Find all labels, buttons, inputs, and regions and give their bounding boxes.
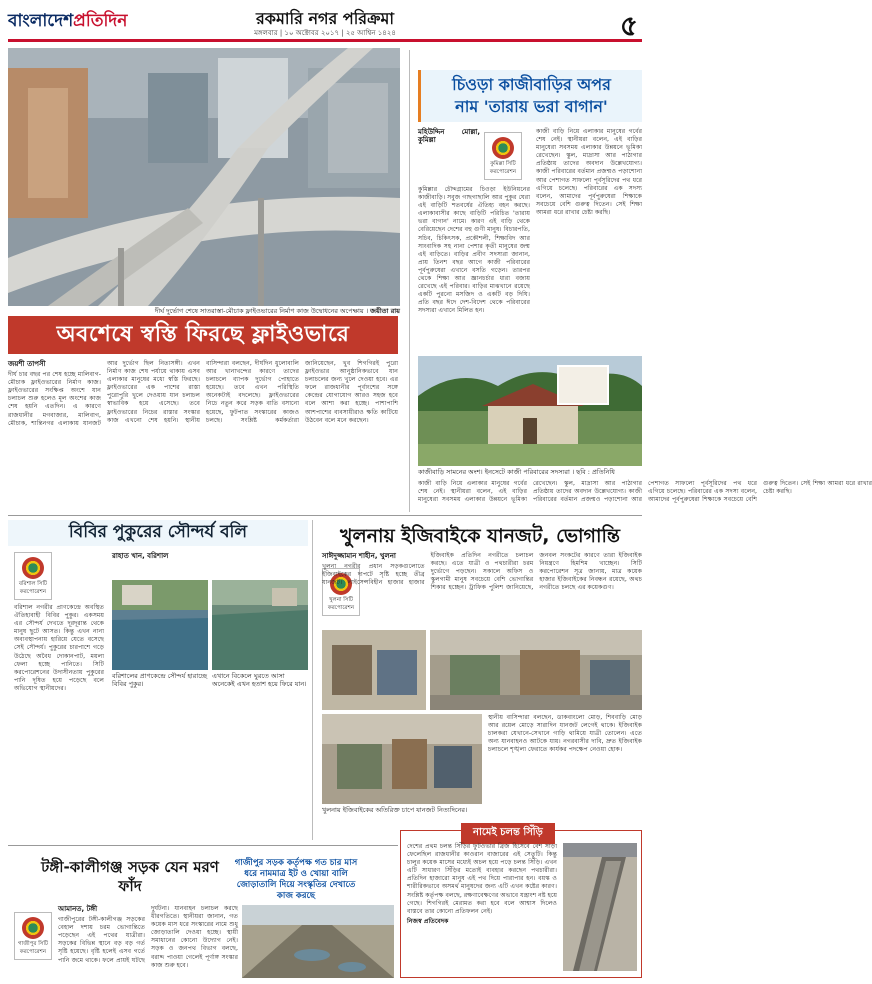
flyover-photo [8,48,400,306]
flyover-photo-credit: জয়ীতা রায় [370,307,400,315]
khulna-byline: সাঈদুজ্জামান শাহীন, খুলনা [322,552,396,560]
kazibari-headline-box[interactable] [418,70,642,122]
bibi-photo-left [112,580,208,670]
stairs-body: দেশের প্রথম চলন্ত সিঁড়ির ফুটওভার ব্রিজ হিসেবে বেশ সাড়া ফেলেছিল রাজধানীর কাওরান বাজারের এই সেতুটি। কিন্তু চালুর কয়েক মাসের মধ্যেই অচল হয়ে পড়ে চলন্ত সিঁড়ি। এখন এটি সাধারণ সিঁড়ির মতোই ব্যবহার করছেন পথচারীরা। প্রতিদিন হাজারো মানুষ এই পথ দিয়ে পারাপার হন। বয়স্ক ও শারীরিকভাবে অসমর্থ মানুষদের জন্য এটি এখন কষ্টের কারণ। সংশ্লিষ্ট কর্তৃপক্ষ বলছে, রক্ষণাবেক্ষণের অভাবে যন্ত্রাংশ নষ্ট হয়ে গেছে। শিগগিরই মেরামত করা হবে বলে আশ্বাস দিলেও বাস্তবে তার কোনো প্রতিফলন নেই। [407,843,557,915]
tongi-road-photo [242,905,394,978]
kazibari-photo-caption: কাজীবাড়ি সামনের অংশ। ইনসেটে কাজী পরিবারের সদস্যরা । ছবি : প্রতিনিধি [418,468,615,476]
column-divider-2 [312,520,313,840]
kazibari-article-mid [418,186,530,352]
brand-part-2: প্রতিদিন [73,11,128,31]
khulna-emblem-label: খুলনা সিটি করপোরেশন [327,597,355,611]
tongi-headline[interactable]: টঙ্গী-কালীগঞ্জ সড়ক যেন মরণ ফাঁদ [41,858,219,895]
bibi-photo-right [212,580,308,670]
flyover-byline: জয়শী তাপসী [8,360,46,368]
kazibari-article-right [536,128,642,352]
flyover-caption-text: দীর্ঘ দুর্ভোগ শেষে সাতরাস্তা-মৌচাক ফ্লাইওভারের নির্মাণ কাজ উদ্বোধনের অপেক্ষায় । [154,307,369,315]
section-divider [8,515,642,516]
stairs-sidebox [400,827,642,978]
flyover-caption [120,307,400,315]
section-divider-2 [8,845,398,846]
khulna-body-2: স্থানীয় বাসিন্দারা বলছেন, ডাকবাংলো মোড়, শিববাড়ি মোড় আর রয়েল মোড়ে সারাদিন যানজট লেগেই থাকে। ইজিবাইক চালকরা যেখানে-সেখানে গাড়ি থামিয়ে যাত্রী তোলেন। এতে অন্য যানবাহনও আটকে যায়। নগরবাসীর দাবি, দ্রুত ইজিবাইক চলাচলে শৃঙ্খলা ফেরাতে কার্যকর পদক্ষেপ নেওয়া হোক। [488,714,642,754]
kazibari-headline-line-1: চিওড়া কাজীবাড়ির অপর [452,75,611,94]
tongi-body: গাজীপুরের টঙ্গী-কালীগঞ্জ সড়কের বেহাল দশায় চরম ভোগান্তিতে পড়েছেন এই পথের যাত্রীরা। সড়কের বিভিন্ন স্থানে বড় বড় গর্ত সৃষ্টি হয়েছে। বৃষ্টি হলেই এসব গর্তে পানি জমে থাকে। ফলে প্রায়ই ঘটছে দুর্ঘটনা। যানবাহন চলাচল করছে ধীরগতিতে। স্থানীয়রা জানান, গত কয়েক মাস ধরে সংস্কারের নামে শুধু জোড়াতালি দেওয়া হচ্ছে। স্থায়ী সমাধানের কোনো উদ্যোগ নেই। সড়ক ও জনপথ বিভাগ বলছে, বরাদ্দ পাওয়া গেলেই পূর্ণাঙ্গ সংস্কার কাজ শুরু হবে। [58,905,238,969]
khulna-photo-3 [322,714,482,804]
kazibari-headline-line-2: নাম 'তারায় ভরা বাগান' [455,97,608,116]
gazipur-emblem [14,912,52,960]
section-title: রকমারি নগর পরিক্রমা [255,9,395,28]
bibi-article-top [112,552,308,582]
masthead [8,6,642,42]
khulna-photo-2 [322,630,426,710]
kazibari-continued [418,480,872,512]
bibi-caption-right: এখানে বিকেলে ঘুরতে আসা অনেকেই এখন হতাশ হয়ে ফিরে যান। [212,672,307,688]
dateline: মঙ্গলবার | ১০ অক্টোবর ২০১৭ | ২৫ আশ্বিন ১৪২৪ [254,29,396,37]
cumilla-emblem [484,132,522,180]
barishal-emblem-label: বরিশাল সিটি করপোরেশন [18,581,48,595]
kazibari-body-2: কাজী বাড়ি নিয়ে এলাকার মানুষের গর্বের শেষ নেই। স্থানীয়রা বলেন, এই বাড়ির মানুষেরা সবসময় এলাকার উন্নয়নে ভূমিকা রেখেছেন। স্কুল, মাদ্রাসা আর পাঠাগার প্রতিষ্ঠায় তাদের অবদান উল্লেখযোগ্য। কাজী পরিবারের বর্তমান প্রজন্মও পড়াশোনা আর পেশাগত সাফল্যে পূর্বসূরিদের পথ ধরে এগিয়ে চলেছে। পরিবারের এক সদস্য বলেন, আমাদের পূর্বপুরুষেরা শিক্ষাকে সবচেয়ে বেশি গুরুত্ব দিতেন। সেই শিক্ষা আমরা ধরে রাখার চেষ্টা করছি। [536,128,642,216]
city-corporation-seal-icon [22,557,44,579]
kazibari-byline: মহিউদ্দিন মোল্লা, কুমিল্লা [418,128,480,145]
kazibari-body: কুমিল্লার চৌদ্দগ্রামের চিওড়া ইউনিয়নের কাজীবাড়ি। সবুজ গাছগাছালি আর পুকুর ঘেরা এই বাড়িটি শতবর্ষের ঐতিহ্য বহন করছে। এলাকাবাসীর কাছে বাড়িটি পরিচিত 'তারায় ভরা বাগান' নামে। কারণ এই বাড়ি থেকে বেরিয়েছেন দেশের বহু গুণী মানুষ। বিচারপতি, সচিব, চিকিৎসক, প্রকৌশলী, শিক্ষাবিদ আর সাংবাদিক সহ নানা পেশার কৃতী মানুষের জন্ম এই বাড়িতে। বাড়ির প্রবীণ সদস্যরা জানান, প্রায় তিনশ বছর আগে কাজী পরিবারের পূর্বপুরুষেরা এখানে বসতি গড়েন। তারপর থেকে শিক্ষা আর জ্ঞানচর্চার ধারা বজায় রেখেছে এই পরিবার। বাড়ির মাঝখানে রয়েছে একটি পুরনো মসজিদ ও একটি বড় দিঘি। প্রতি বছর ঈদে দেশ-বিদেশ থেকে পরিবারের সদস্যরা এখানে মিলিত হন। [418,186,530,315]
khulna-headline[interactable]: খুলনায় ইজিবাইকে যানজট, ভোগান্তি [340,525,620,547]
gazipur-emblem-label: গাজীপুর সিটি করপোরেশন [18,941,48,955]
stairs-title[interactable]: নামেই চলন্ত সিঁড়ি [461,823,555,844]
bibi-article [14,604,104,692]
bibi-byline: রাহাত খান, বরিশাল [112,552,169,560]
tongi-byline: আমানত, টঙ্গী [58,905,98,913]
page-number: ৫ [619,9,638,42]
flyover-article [8,360,398,510]
cumilla-emblem-label: কুমিল্লা সিটি করপোরেশন [489,161,517,175]
stairs-photo [563,843,637,971]
city-corporation-seal-icon [22,917,44,939]
bibi-body: বরিশাল নগরীর প্রাণকেন্দ্রে অবস্থিত ঐতিহ্যবাহী বিবির পুকুর। একসময় এর সৌন্দর্য দেখতে দূরদূরান্ত থেকে মানুষ ছুটে আসত। কিন্তু এখন নানা অব্যবস্থাপনায় হারিয়ে যেতে বসেছে সেই সৌন্দর্য। পুকুরের চারপাশে গড়ে উঠেছে অবৈধ দোকানপাট, ময়লা ফেলা হচ্ছে পানিতে। সিটি করপোরেশনের উদাসীনতায় পুকুরের পানি দূষিত হয়ে পড়েছে বলে অভিযোগ স্থানীয়দের। [14,604,104,692]
stairs-article [407,843,557,975]
brand-part-1: বাংলাদেশ [8,11,74,31]
bibi-pukur-headline[interactable]: বিবির পুকুরের সৌন্দর্য বলি [8,520,308,546]
stairs-credit: নিজস্ব প্রতিবেদক [407,917,449,925]
barishal-emblem [14,552,52,600]
khulna-article-2 [488,714,642,822]
gazipur-subheadline: গাজীপুর সড়ক কর্তৃপক্ষ গত চার মাস ধরে নামমাত্র ইট ও খোয়া বালি জোড়াতালি দিয়ে সংস্কৃতির দেখাতে কাজ করছে [234,858,358,901]
city-corporation-seal-icon [492,137,514,159]
column-divider [409,50,410,512]
kazibari-photo [418,356,642,466]
khulna-photo-caption: খুলনায় ইজিবাইকের অতিরিক্ত চাপে যানজট নিত্যদিনের। [322,806,468,814]
khulna-photo-1 [430,630,642,710]
bibi-caption-left: বরিশালের প্রাণকেন্দ্রে সৌন্দর্য হারাচ্ছে বিবির পুকুর। [112,672,207,688]
tongi-article [58,905,238,980]
khulna-article [322,552,642,624]
kazibari-continued-body: কাজী বাড়ি নিয়ে এলাকার মানুষের গর্বের শেষ নেই। স্থানীয়রা বলেন, এই বাড়ির মানুষেরা সবসময় এলাকার উন্নয়নে ভূমিকা রেখেছেন। স্কুল, মাদ্রাসা আর পাঠাগার প্রতিষ্ঠায় তাদের অবদান উল্লেখযোগ্য। কাজী পরিবারের বর্তমান প্রজন্মও পড়াশোনা আর পেশাগত সাফল্যে পূর্বসূরিদের পথ ধরে এগিয়ে চলেছে। পরিবারের এক সদস্য বলেন, আমাদের পূর্বপুরুষেরা শিক্ষাকে সবচেয়ে বেশি গুরুত্ব দিতেন। সেই শিক্ষা আমরা ধরে রাখার চেষ্টা করছি। [418,480,872,504]
flyover-headline[interactable]: অবশেষে স্বস্তি ফিরছে ফ্লাইওভারে [8,316,398,354]
khulna-body: খুলনা নগরীর প্রধান সড়কগুলোতে ইজিবাইকের দাপটে সৃষ্টি হচ্ছে তীব্র যানজট। লাইসেন্সবিহীন হাজার হাজার ইজিবাইক প্রতিদিন নগরীতে চলাচল করছে। এতে যাত্রী ও পথচারীরা চরম দুর্ভোগে পড়ছেন। সকালে অফিস ও স্কুলগামী মানুষ সবচেয়ে বেশি ভোগান্তির শিকার হচ্ছেন। ট্রাফিক পুলিশ জানিয়েছে, জনবল সংকটের কারণে তারা ইজিবাইক নিয়ন্ত্রণে হিমশিম খাচ্ছেন। সিটি করপোরেশন সূত্র জানায়, মাত্র কয়েক হাজার ইজিবাইকের নিবন্ধন রয়েছে, অথচ নগরীতে চলছে এর কয়েকগুণ। [322,552,642,592]
flyover-body: দীর্ঘ চার বছর পর শেষ হচ্ছে মালিবাগ-মৌচাক ফ্লাইওভারের নির্মাণ কাজ। ফ্লাইওভারের সংক্ষিপ্ত অংশে যান চলাচল শুরু হলেও মূল অংশের কাজ শেষ হয়নি এতদিন। এ কারণে রাজধানীর মগবাজার, মালিবাগ, মৌচাক, শান্তিনগর এলাকায় যানজট আর দুর্ভোগ ছিল নিত্যসঙ্গী। এখন নির্মাণ কাজ শেষ পর্যায়ে থাকায় এসব এলাকার মানুষের মধ্যে স্বস্তি ফিরছে। ফ্লাইওভারের এক পাশের রাস্তা পুরোপুরি খুলে দেওয়ায় যান চলাচল স্বাভাবিক হয়ে এসেছে। তবে ফ্লাইওভারের নিচের রাস্তার সংস্কার কাজ এখনো শেষ হয়নি। স্থানীয় বাসিন্দারা বলছেন, দীর্ঘদিন ধুলোবালি আর খানাখন্দের কারণে তাদের চলাচলে ব্যাপক দুর্ভোগ পোহাতে হয়েছে। তবে এখন পরিস্থিতি অনেকটাই বদলেছে। ফ্লাইওভারের নিচে নতুন করে সড়ক বাতি বসানো হয়েছে, ফুটপাত সংস্কারের কাজও চলছে। সংশ্লিষ্ট কর্মকর্তারা জানিয়েছেন, খুব শিগগিরই পুরো ফ্লাইওভার আনুষ্ঠানিকভাবে যান চলাচলের জন্য খুলে দেওয়া হবে। এর ফলে রাজধানীর পূর্বাংশের সঙ্গে কেন্দ্রের যোগাযোগ আরও সহজ হবে বলে আশা করা হচ্ছে। পাশাপাশি আশপাশের ব্যবসায়ীরাও ক্ষতি কাটিয়ে উঠবেন বলে মনে করছেন। [8,360,398,427]
